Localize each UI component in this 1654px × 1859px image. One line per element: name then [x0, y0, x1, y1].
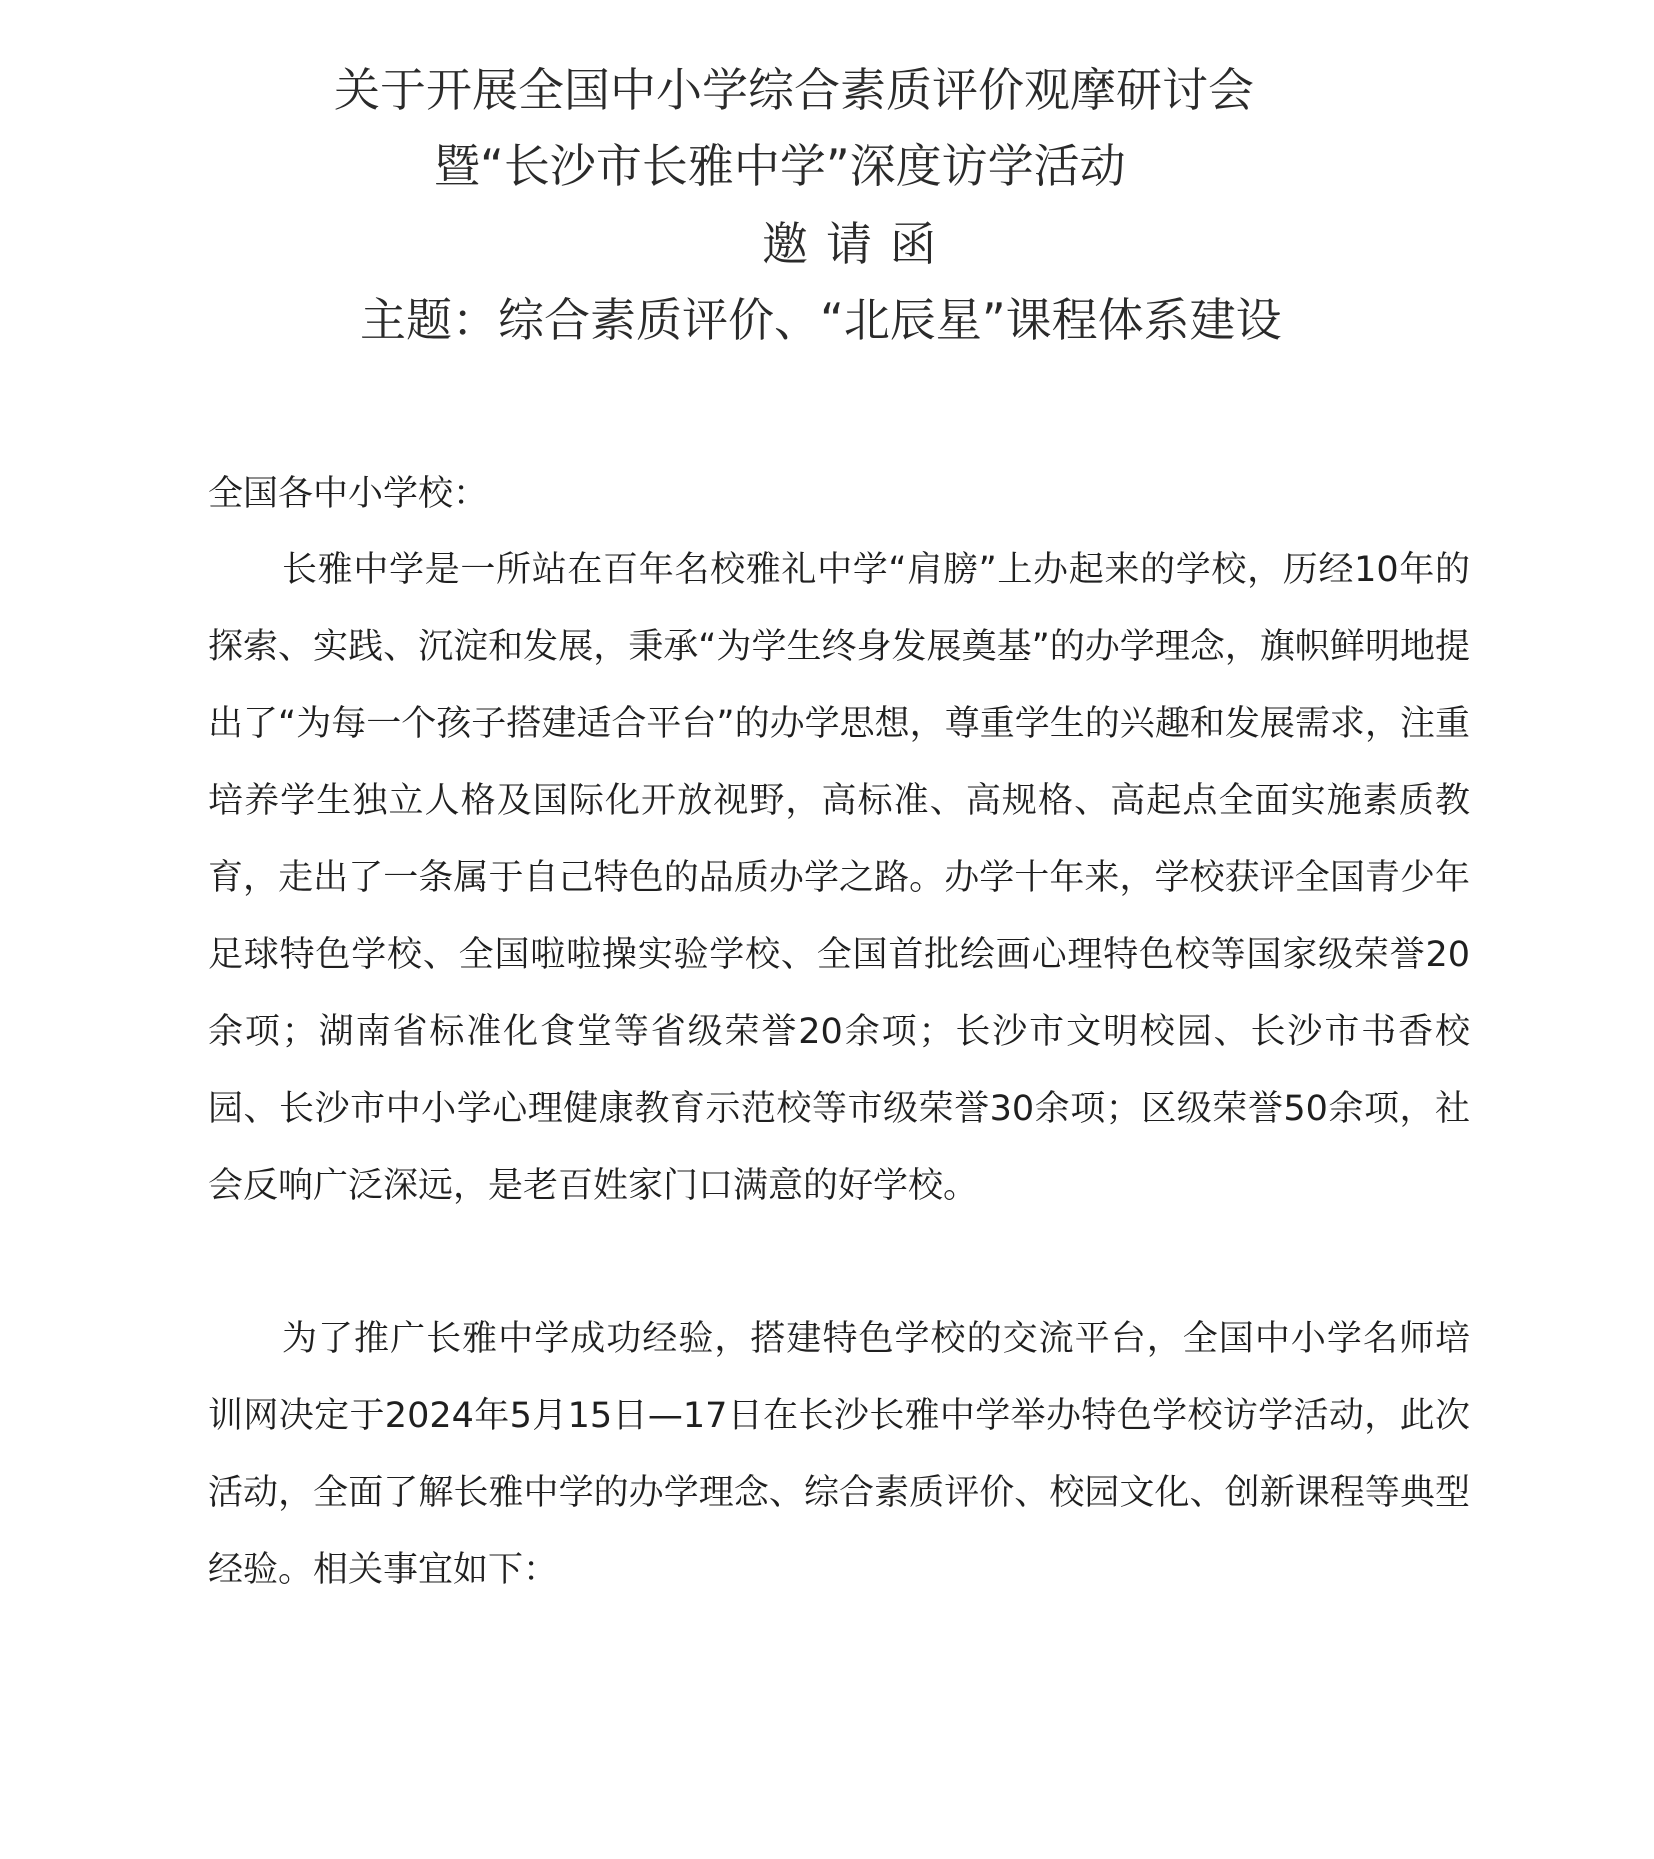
document-title-line-1: 关于开展全国中小学综合素质评价观摩研讨会 [334, 63, 1254, 117]
theme-line: 主题：综合素质评价、“北辰星”课程体系建设 [360, 293, 1282, 347]
document-title-line-2: 暨“长沙市长雅中学”深度访学活动 [434, 139, 1126, 193]
body-paragraph-1: 长雅中学是一所站在百年名校雅礼中学“肩膀”上办起来的学校，历经10年的探索、实践、沉淀和发展，秉承“为学生终身发展奠基”的办学理念，旗帜鲜明地提出了“为每一个孩子搭建适合平台”的办学思想，尊重学生的兴趣和发展需求，注重培养学生独立人格及国际化开放视野，高标准、高规格、高起点全面实施素质教育，走出了一条属于自己特色的品质办学之路。办学十年来，学校获评全国青少年足球特色学校、全国啦啦操实验学校、全国首批绘画心理特色校等国家级荣誉20余项；湖南省标准化食堂等省级荣誉20余项；长沙市文明校园、长沙市书香校园、长沙市中小学心理健康教育示范校等市级荣誉30余项；区级荣誉50余项，社会反响广泛深远，是老百姓家门口满意的好学校。 [208, 550, 1470, 1206]
invitation-heading: 邀请函 [762, 217, 954, 271]
body-paragraph-2: 为了推广长雅中学成功经验，搭建特色学校的交流平台，全国中小学名师培训网决定于2024年5月15日—17日在长沙长雅中学举办特色学校访学活动，此次活动，全面了解长雅中学的办学理念、综合素质评价、校园文化、创新课程等典型经验。相关事宜如下： [208, 1319, 1470, 1590]
salutation: 全国各中小学校： [208, 474, 489, 514]
